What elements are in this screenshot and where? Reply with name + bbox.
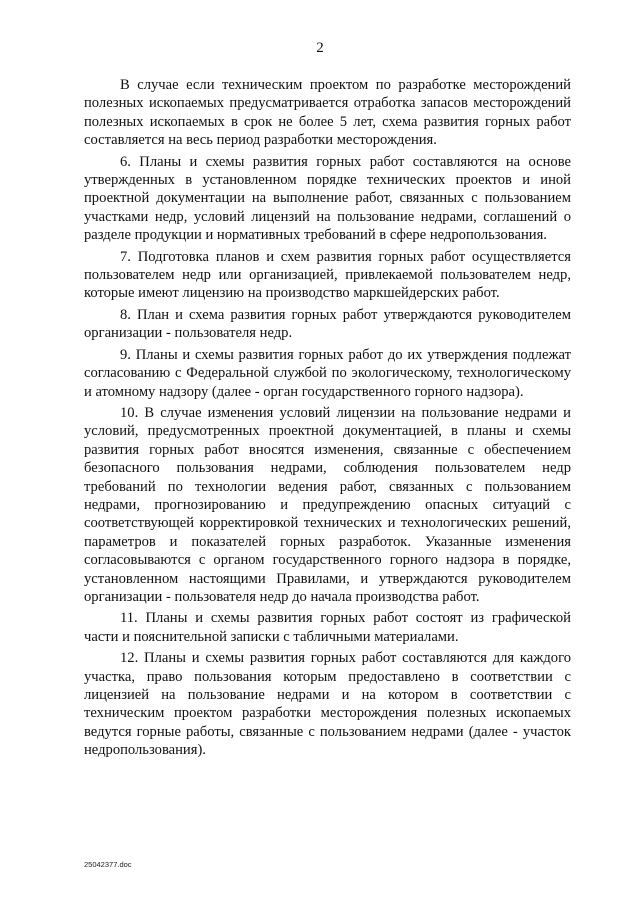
paragraph-8: 8. План и схема развития горных работ утверждаются руководителем организации - пользователя недр. xyxy=(84,306,571,342)
page-number: 2 xyxy=(316,40,324,56)
paragraph-5-continuation: В случае если техническим проектом по разработке месторождений полезных ископаемых предусматривается отработка запасов месторождений полезных ископаемых в срок не более 5 лет, схема развития горных работ составляется на весь период разработки месторождения. xyxy=(84,77,571,149)
paragraph-10: 10. В случае изменения условий лицензии на пользование недрами и условий, предусмотренных проектной документацией, в планы и схемы развития горных работ вносятся изменения, связанные с обеспечением безопасного пользования недрами, соблюдения пользователем недр требований по технологии ведения работ, связанных с пользованием недрами, прогнозированию и предупреждению опасных ситуаций с соответствующей корректировкой технических и технологических решений, параметров и показателей горных разработок. Указанные изменения согласовываются с органом государственного горного надзора в порядке, установленном настоящими Правилами, и утверждаются руководителем организации - пользователя недр до начала производства работ. xyxy=(84,404,571,605)
paragraph-7: 7. Подготовка планов и схем развития горных работ осуществляется пользователем недр или организацией, привлекаемой пользователем недр, которые имеют лицензию на производство маркшейдерских работ. xyxy=(84,248,571,302)
document-file-code: 25042377.doc xyxy=(84,860,132,869)
paragraph-9: 9. Планы и схемы развития горных работ до их утверждения подлежат согласованию с Федеральной службой по экологическому, технологическому и атомному надзору (далее - орган государственного горного надзора). xyxy=(84,346,571,400)
paragraph-11: 11. Планы и схемы развития горных работ состоят из графической части и пояснительной записки с табличными материалами. xyxy=(84,610,571,645)
paragraph-6: 6. Планы и схемы развития горных работ составляются на основе утвержденных в установленном порядке технических проектов и иной проектной документации на выполнение работ, связанных с пользованием участками недр, условий лицензий на пользование недрами, соглашений о разделе продукции и нормативных требований в сфере недропользования. xyxy=(84,153,571,244)
document-body xyxy=(84,76,571,763)
paragraph-12: 12. Планы и схемы развития горных работ составляются для каждого участка, право пользования которым предоставлено в соответствии с лицензией на пользование недрами и на котором в соответствии с техническим проектом разработки месторождения полезных ископаемых ведутся горные работы, связанные с пользованием недрами (далее - участок недропользования). xyxy=(84,650,571,759)
